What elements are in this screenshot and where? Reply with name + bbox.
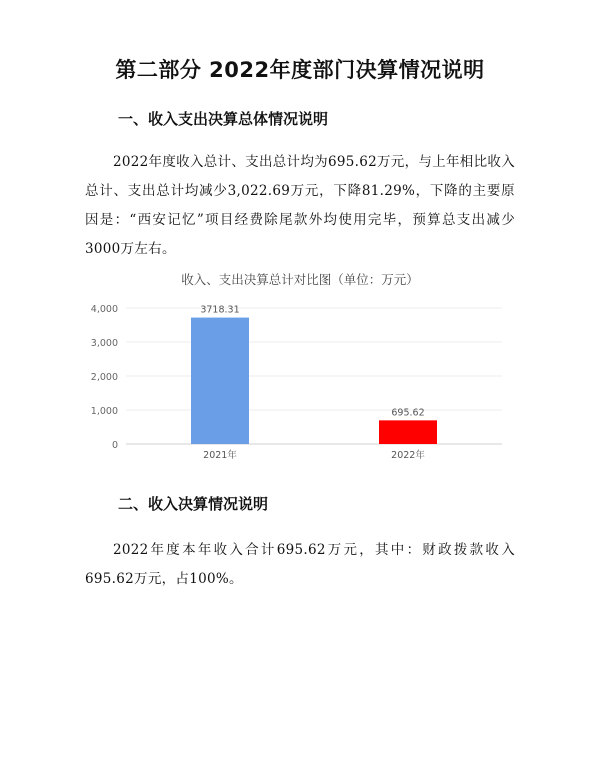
y-tick-label: 4,000 (90, 304, 118, 315)
y-axis-ticks (91, 304, 118, 451)
page-title: 第二部分 2022年度部门决算情况说明 (115, 58, 485, 82)
chart-bars (191, 318, 437, 444)
x-axis-ticks (203, 449, 425, 461)
chart-container (78, 268, 522, 468)
section-heading-income: 二、收入决算情况说明 (118, 495, 269, 513)
chart-grid (126, 308, 502, 444)
paragraph-income: 2022年度本年收入合计695.62万元，其中：财政拨款收入695.62万元，占100%。 (85, 542, 515, 587)
paragraph-overview: 2022年度收入总计、支出总计均为695.62万元，与上年相比收入总计、支出总计均减少3,022.69万元，下降81.29%，下降的主要原因是：“西安记忆”项目经费除尾款外均使用完毕，预算总支出减少3000万左右。 (85, 154, 515, 257)
y-tick-label: 0 (111, 440, 118, 451)
x-tick-label: 2022年 (391, 450, 425, 461)
section-heading-overview: 一、收入支出决算总体情况说明 (118, 110, 329, 128)
data-label: 695.62 (391, 407, 425, 419)
y-tick-label: 3,000 (90, 338, 118, 349)
bar-chart (78, 268, 522, 468)
y-tick-label: 2,000 (90, 372, 118, 383)
y-tick-label: 1,000 (90, 406, 118, 417)
data-label: 3718.31 (200, 304, 240, 316)
x-tick-label: 2021年 (203, 450, 237, 461)
bar-2 (379, 420, 437, 444)
bar-1 (191, 318, 249, 444)
chart-title: 收入、支出决算总计对比图（单位：万元） (181, 272, 419, 287)
